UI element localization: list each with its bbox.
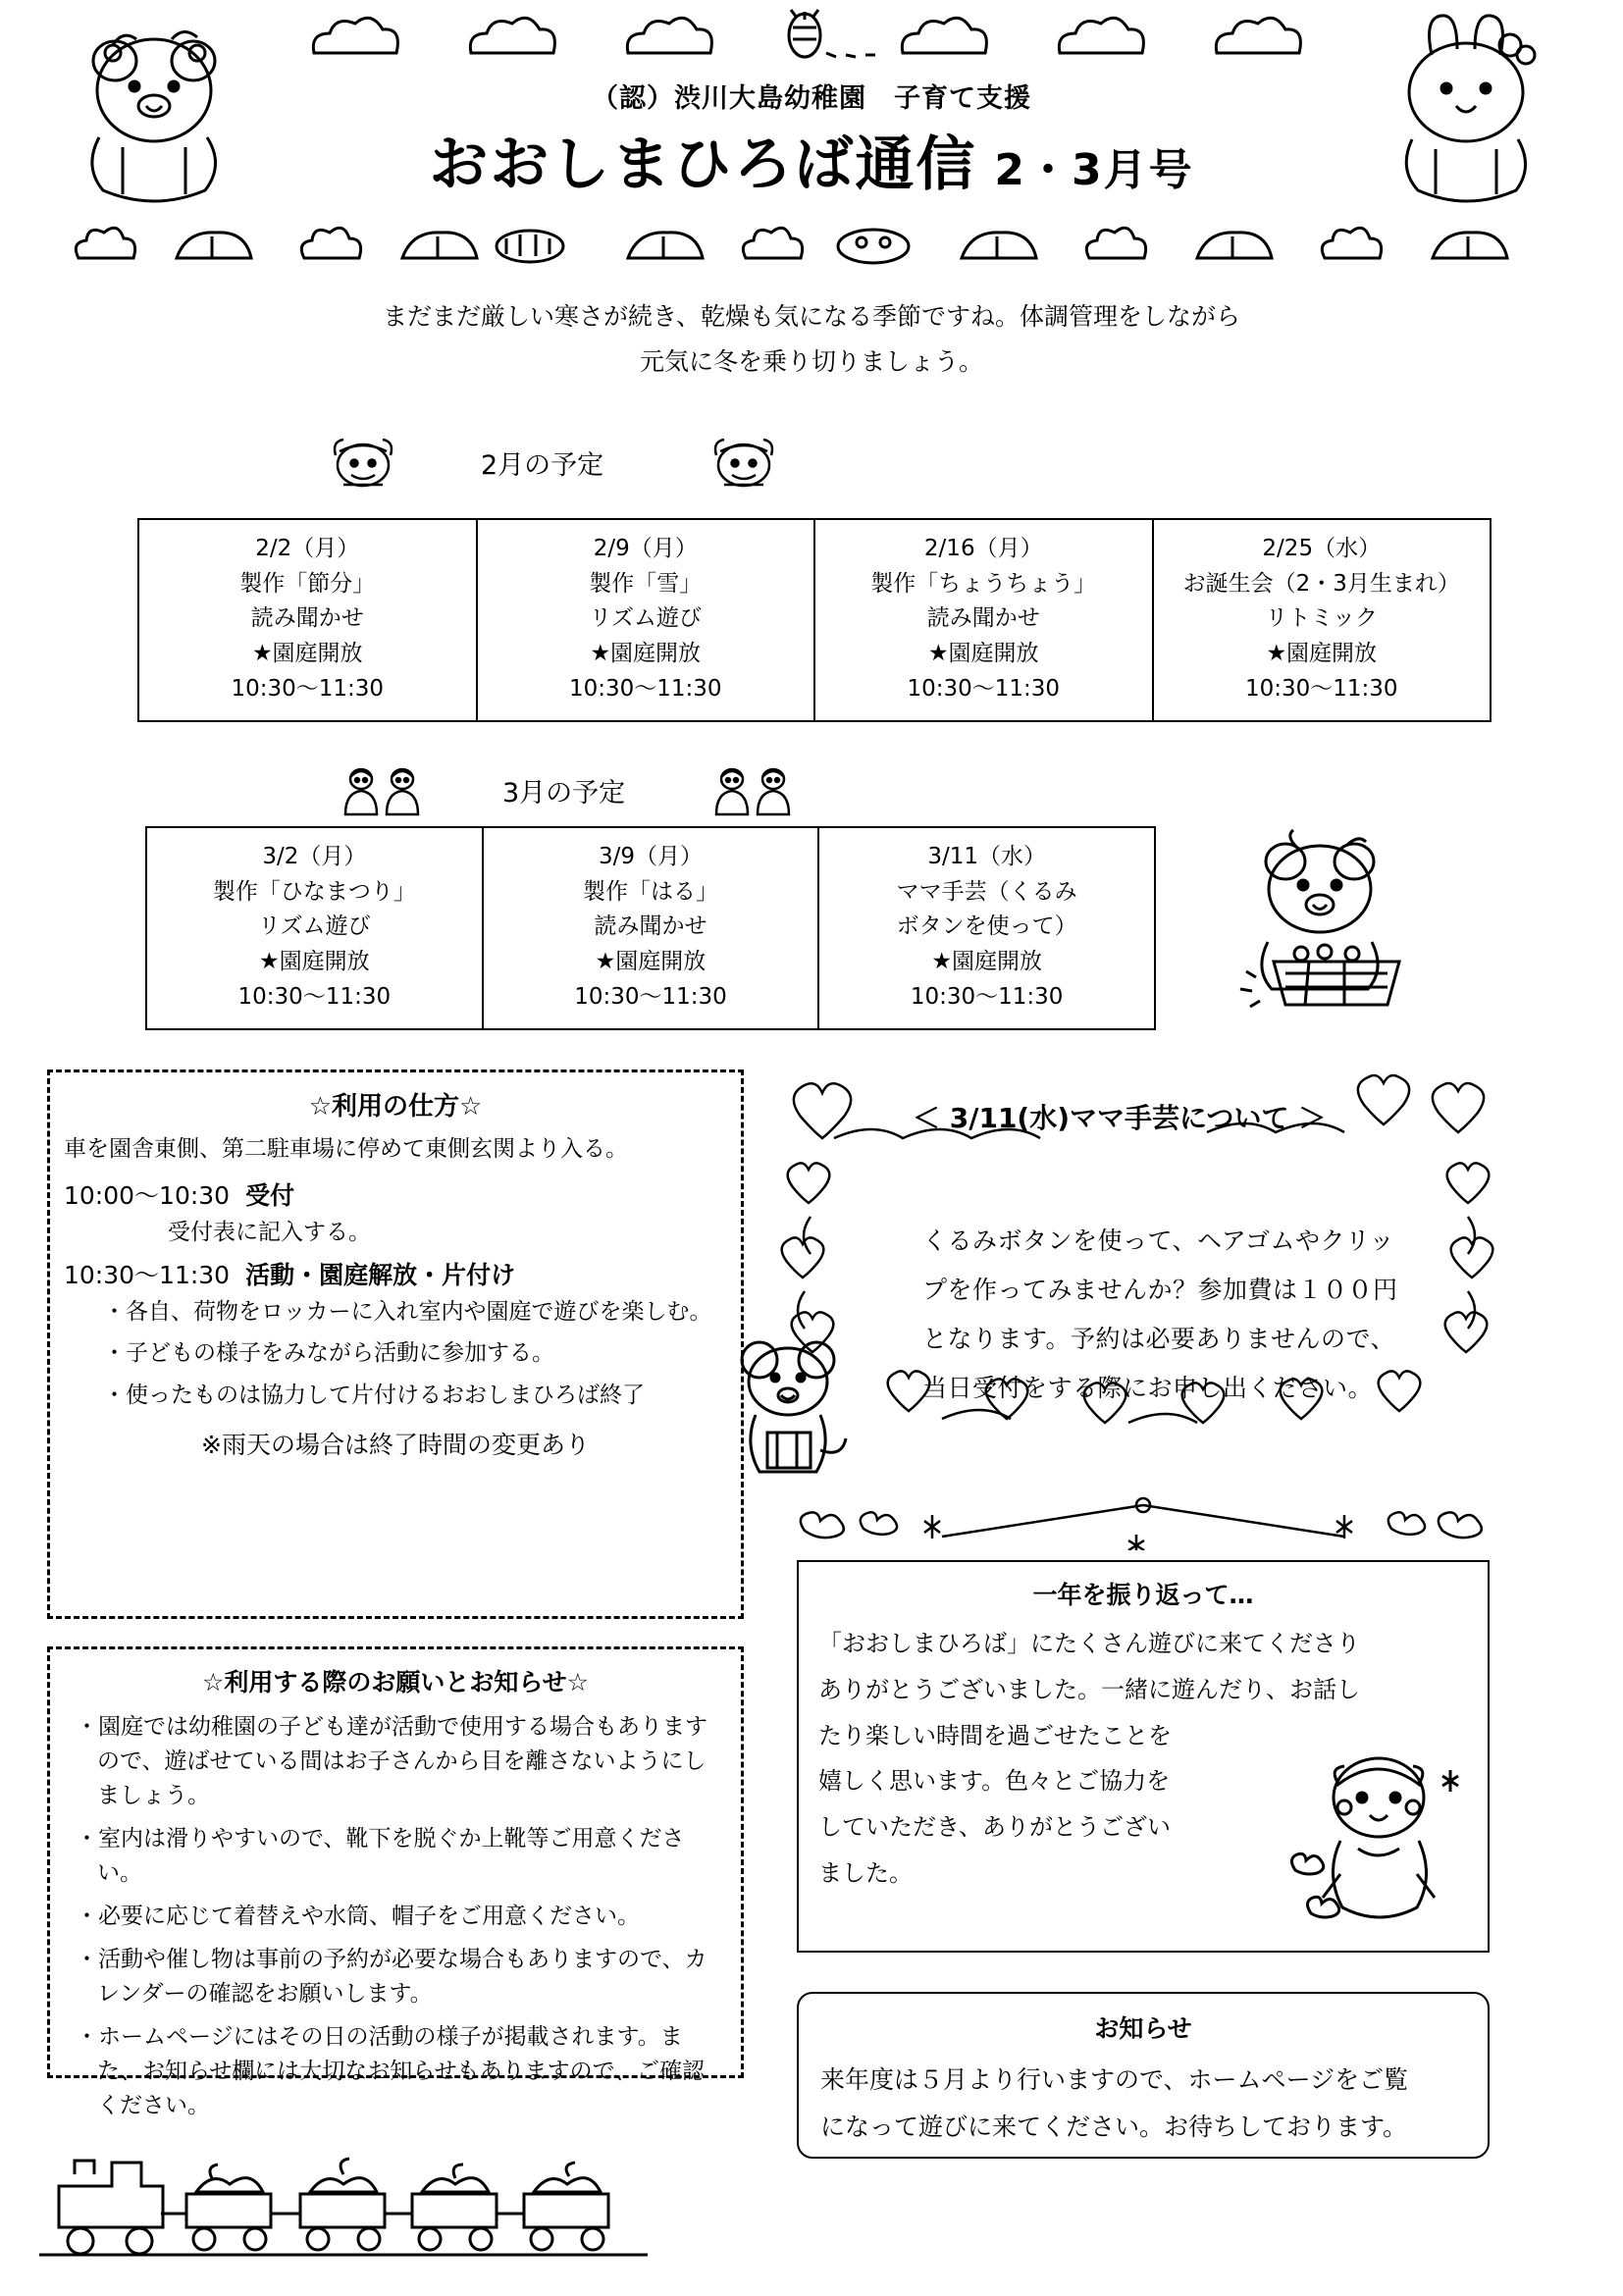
- usage-intro: 車を園舎東側、第二駐車場に停めて東側玄関より入る。: [64, 1136, 628, 1162]
- usage-time-1-label: 受付: [245, 1180, 295, 1210]
- usage-time-1-detail: 受付表に記入する。: [168, 1219, 371, 1245]
- list-item: ・ 使ったものは協力して片付けるおおしまひろば終了: [103, 1379, 723, 1413]
- usage-time-2-label: 活動・園庭解放・片付け: [245, 1260, 516, 1289]
- list-item: ・ 活動や催し物は事前の予約が必要な場合もありますので、カレンダーの確認をお願いします。: [76, 1943, 719, 2011]
- cloud-decoration-icon: [275, 8, 1354, 77]
- cell-activity: 読み聞かせ: [594, 913, 707, 940]
- cell-date: 2/16（月）: [923, 536, 1043, 561]
- cell-open: ★園庭開放: [931, 948, 1042, 974]
- notice-box: [47, 1646, 744, 2118]
- cell-activity: 製作「ちょうちょう」: [870, 570, 1097, 597]
- cell-date: 3/11（水）: [927, 844, 1046, 869]
- flower-row-icon: [59, 201, 1560, 270]
- cell-date: 2/25（水）: [1262, 536, 1382, 561]
- usage-time-2: [64, 1256, 741, 1291]
- craft-line-3: となります。予約は必要ありませんので、: [922, 1325, 1396, 1353]
- cell-date: 2/2（月）: [255, 536, 360, 561]
- info-line-1: 来年度は５月より行いますので、ホームページをご覧: [820, 2065, 1409, 2094]
- header-subtitle: （認）渋川大島幼稚園 子育て支援: [592, 83, 1031, 114]
- usage-title: ☆利用の仕方☆: [308, 1092, 483, 1122]
- cell-activity: リズム遊び: [589, 605, 703, 632]
- cell-date: 3/9（月）: [598, 844, 703, 869]
- review-line-6: ました。: [818, 1858, 913, 1887]
- train-icon: [39, 2139, 648, 2267]
- intro-line-1: まだまだ厳しい寒さが続き、乾燥も気になる季節ですね。体調管理をしながら: [382, 302, 1240, 331]
- schedule-cell: [477, 519, 815, 721]
- cell-time: 10:30〜11:30: [231, 675, 385, 702]
- cell-activity: リズム遊び: [258, 913, 371, 940]
- mouse-character-icon: [716, 1325, 864, 1491]
- usage-time-2-value: 10:30〜11:30: [64, 1260, 231, 1289]
- intro-line-2: 元気に冬を乗り切りましょう。: [639, 347, 983, 377]
- cell-open: ★園庭開放: [259, 948, 370, 974]
- usage-time-1: [64, 1176, 741, 1212]
- info-body: [820, 2057, 1466, 2150]
- list-item: ・ 室内は滑りやすいので、靴下を脱ぐか上靴等ご用意ください。: [76, 1822, 719, 1891]
- oni-mask-icon: [324, 434, 402, 489]
- oni-mask-icon: [705, 434, 783, 489]
- schedule-cell: [814, 519, 1153, 721]
- cell-time: 10:30〜11:30: [574, 983, 727, 1010]
- cell-time: 10:30〜11:30: [237, 983, 392, 1010]
- cell-open: ★園庭開放: [251, 640, 363, 666]
- page-title: [0, 118, 1623, 202]
- schedule-cell: [138, 519, 477, 721]
- craft-line-4: 当日受付をする際にお申し出ください。: [922, 1374, 1374, 1402]
- cell-open: ★園庭開放: [590, 640, 702, 666]
- girl-character-icon: [1285, 1747, 1472, 1943]
- review-title: 一年を振り返って…: [1032, 1581, 1254, 1609]
- cell-date: 2/9（月）: [593, 536, 698, 561]
- intro-text: [0, 294, 1623, 386]
- bear-with-basket-icon: [1207, 824, 1433, 1020]
- craft-body: [922, 1217, 1492, 1413]
- cell-activity: 読み聞かせ: [926, 605, 1040, 632]
- cell-open: ★園庭開放: [1266, 640, 1378, 666]
- issue-label: 2・3月号: [994, 145, 1194, 195]
- cell-time: 10:30〜11:30: [910, 983, 1064, 1010]
- cell-time: 10:30〜11:30: [568, 675, 722, 702]
- list-item: ・ 各自、荷物をロッカーに入れ室内や園庭で遊びを楽しむ。: [103, 1295, 723, 1330]
- usage-note: ※雨天の場合は終了時間の変更あり: [201, 1431, 590, 1459]
- cell-time: 10:30〜11:30: [907, 675, 1061, 702]
- usage-box: [47, 1070, 744, 1619]
- cell-open: ★園庭開放: [927, 640, 1039, 666]
- list-item: ・ 園庭では幼稚園の子ども達が活動で使用する場合もありますので、遊ばせている間はお子さんから目を離さないようにしましょう。: [76, 1710, 719, 1813]
- banner-decoration: [785, 1491, 1501, 1550]
- cell-time: 10:30〜11:30: [1244, 675, 1398, 702]
- cell-activity: 製作「はる」: [582, 878, 718, 905]
- february-schedule-table: [137, 518, 1492, 722]
- cell-activity: リトミック: [1265, 605, 1379, 632]
- usage-bullet-list: [50, 1295, 741, 1413]
- march-schedule-table: [145, 826, 1156, 1030]
- schedule-cell: [146, 827, 483, 1029]
- review-line-4: 嬉しく思います。色々とご協力を: [818, 1767, 1171, 1796]
- header: [0, 0, 1623, 294]
- schedule-cell: [1153, 519, 1492, 721]
- march-heading: 3月の予定: [502, 778, 626, 809]
- review-line-2: ありがとうございました。一緒に遊んだり、お話し: [818, 1675, 1360, 1703]
- notice-title: ☆利用する際のお願いとお知らせ☆: [201, 1668, 590, 1696]
- table-row: [146, 827, 1155, 1029]
- cell-activity: 製作「節分」: [239, 570, 376, 597]
- review-line-3: たり楽しい時間を過ごせたことを: [818, 1721, 1172, 1749]
- craft-line-1: くるみボタンを使って、ヘアゴムやクリッ: [922, 1226, 1395, 1255]
- info-line-2: になって遊びに来てください。お待ちしております。: [820, 2112, 1408, 2141]
- review-line-1: 「おおしまひろば」にたくさん遊びに来てくださり: [818, 1630, 1360, 1657]
- info-title: お知らせ: [1094, 2014, 1192, 2043]
- craft-line-2: プを作ってみませんか？参加費は１００円: [922, 1276, 1398, 1304]
- cell-open: ★園庭開放: [595, 948, 707, 974]
- cell-activity: 製作「ひなまつり」: [212, 878, 416, 905]
- newsletter-name: おおしまひろば通信: [429, 130, 977, 199]
- list-item: ・ 子どもの様子をみながら活動に参加する。: [103, 1336, 723, 1371]
- schedule-cell: [818, 827, 1155, 1029]
- table-row: [138, 519, 1491, 721]
- cell-activity: 読み聞かせ: [250, 605, 364, 632]
- usage-time-1-value: 10:00〜10:30: [64, 1180, 231, 1210]
- hina-doll-icon: [705, 763, 803, 818]
- cell-activity: 製作「雪」: [589, 570, 703, 597]
- cell-activity: ボタンを使って）: [896, 913, 1077, 940]
- schedule-cell: [483, 827, 819, 1029]
- february-heading: 2月の予定: [481, 450, 604, 481]
- review-line-5: していただき、ありがとうござい: [818, 1813, 1172, 1842]
- cell-activity: ママ手芸（くるみ: [896, 878, 1077, 905]
- info-box: [797, 1992, 1490, 2159]
- hina-doll-icon: [334, 763, 432, 818]
- craft-title: ＜ 3/11(水)ママ手芸について ＞: [913, 1102, 1327, 1134]
- list-item: ・ ホームページにはその日の活動の様子が掲載されます。また、お知らせ欄には大切なお知らせもありますので、ご確認ください。: [76, 2020, 719, 2123]
- list-item: ・ 必要に応じて着替えや水筒、帽子をご用意ください。: [76, 1900, 719, 1934]
- cell-activity: お誕生会（2・3月生まれ）: [1182, 570, 1460, 597]
- cell-date: 3/2（月）: [262, 844, 367, 869]
- notice-list: [50, 1710, 741, 2122]
